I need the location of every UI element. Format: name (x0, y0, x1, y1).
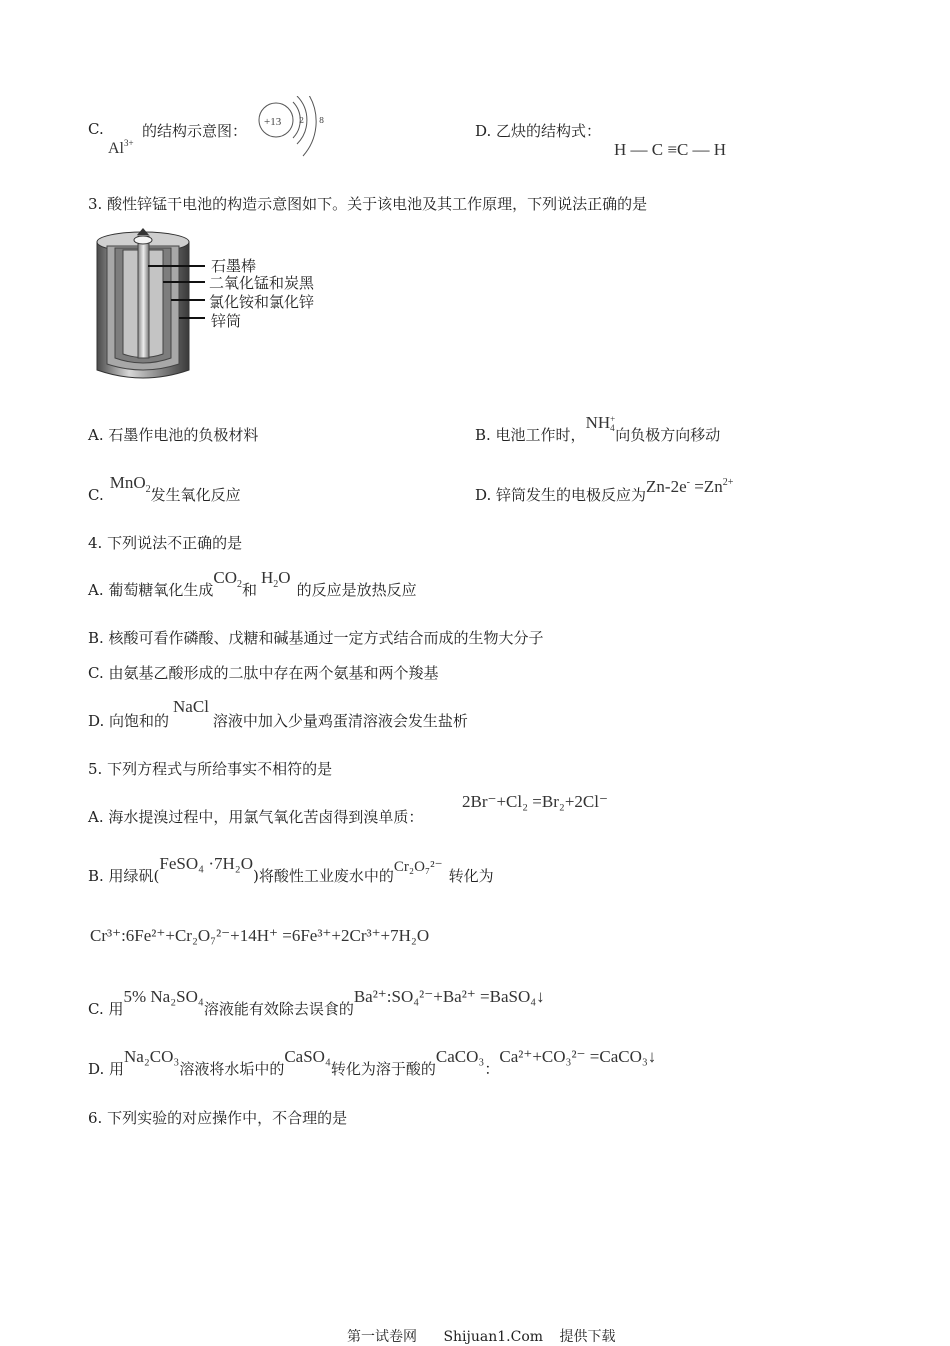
atomic-structure-diagram (255, 96, 335, 160)
q4-option-a: A. 葡萄糖氧化生成$CO_2$和$H_2O$的反应是放热反应 (88, 568, 417, 599)
q3-stem: 3. 酸性锌锰干电池的构造示意图如下。关于该电池及其工作原理，下列说法正确的是 (88, 195, 648, 213)
q4-option-d: D. 向饱和的NaCl溶液中加入少量鸡蛋清溶液会发生盐析 (88, 697, 468, 730)
footer-site: 第一试卷网 (347, 1329, 417, 1345)
q6-stem: 6. 下列实验的对应操作中，不合理的是 (88, 1109, 348, 1127)
acetylene-structural-formula: H — C ≡C — H (614, 140, 727, 159)
label-mno2-carbon: 二氧化锰和炭黑 (209, 274, 315, 292)
electron-shell-2: 8 (319, 116, 325, 125)
q5-option-a-text: A. 海水提溴过程中，用氯气氧化苦卤得到溴单质： (88, 808, 424, 826)
footer-action: 提供下载 (559, 1329, 616, 1345)
label-nh4cl-zncl2: 氯化铵和氯化锌 (209, 293, 315, 311)
q3-option-b: B. 电池工作时，NH+ 4向负极方向移动 (475, 413, 721, 444)
q5-option-a-equation: 2Br⁻+Cl₂ =Br₂+2Cl⁻ (462, 792, 608, 811)
q5-option-c: C. 用5% Na₂SO₄溶液能有效除去误食的Ba²⁺:SO₄²⁻+Ba²⁺ =BaSO₄↓ (88, 987, 545, 1018)
q2-option-d-text: D. 乙炔的结构式： (475, 122, 602, 140)
label-zinc-can: 锌筒 (211, 312, 242, 330)
q2-option-c-letter: C. (88, 120, 104, 138)
q4-option-c: C. 由氨基乙酸形成的二肽中存在两个氨基和两个羧基 (88, 664, 439, 682)
q2-aluminum-ion: $Al^{3+}$ (108, 138, 134, 157)
q5-stem: 5. 下列方程式与所给事实不相符的是 (88, 760, 333, 778)
nucleus-charge: +13 (264, 116, 282, 128)
q3-option-a: A. 石墨作电池的负极材料 (88, 426, 259, 444)
q4-stem: 4. 下列说法不正确的是 (88, 534, 243, 552)
q5-option-d: D. 用Na₂CO₃溶液将水垢中的CaSO₄转化为溶于酸的CaCO₃：Ca²⁺+CO₃²⁻ =CaCO₃↓ (88, 1047, 657, 1078)
page-footer (347, 1326, 616, 1346)
q4-option-b: B. 核酸可看作磷酸、戊糖和碱基通过一定方式结合而成的生物大分子 (88, 629, 544, 647)
zinc-manganese-battery-diagram (93, 226, 333, 386)
q5-option-b: B. 用绿矾(FeSO₄ ·7H₂O)将酸性工业废水中的Cr₂O₇²⁻ 转化为 (88, 854, 494, 885)
electron-shell-1: 2 (299, 116, 305, 125)
q3-option-d: D. 锌筒发生的电极反应为$Zn-2e^- =Zn^{2+}$ (475, 477, 734, 504)
q2-option-c-text: 的结构示意图： (142, 122, 248, 140)
label-graphite-rod: 石墨棒 (211, 257, 257, 275)
footer-domain: Shijuan1.Com (443, 1329, 544, 1345)
q3-option-c: C.MnO$_2$发生氧化反应 (88, 473, 241, 504)
q5-option-b-equation: Cr³⁺:6Fe²⁺+Cr₂O₇²⁻+14H⁺ =6Fe³⁺+2Cr³⁺+7H₂O (90, 926, 430, 945)
